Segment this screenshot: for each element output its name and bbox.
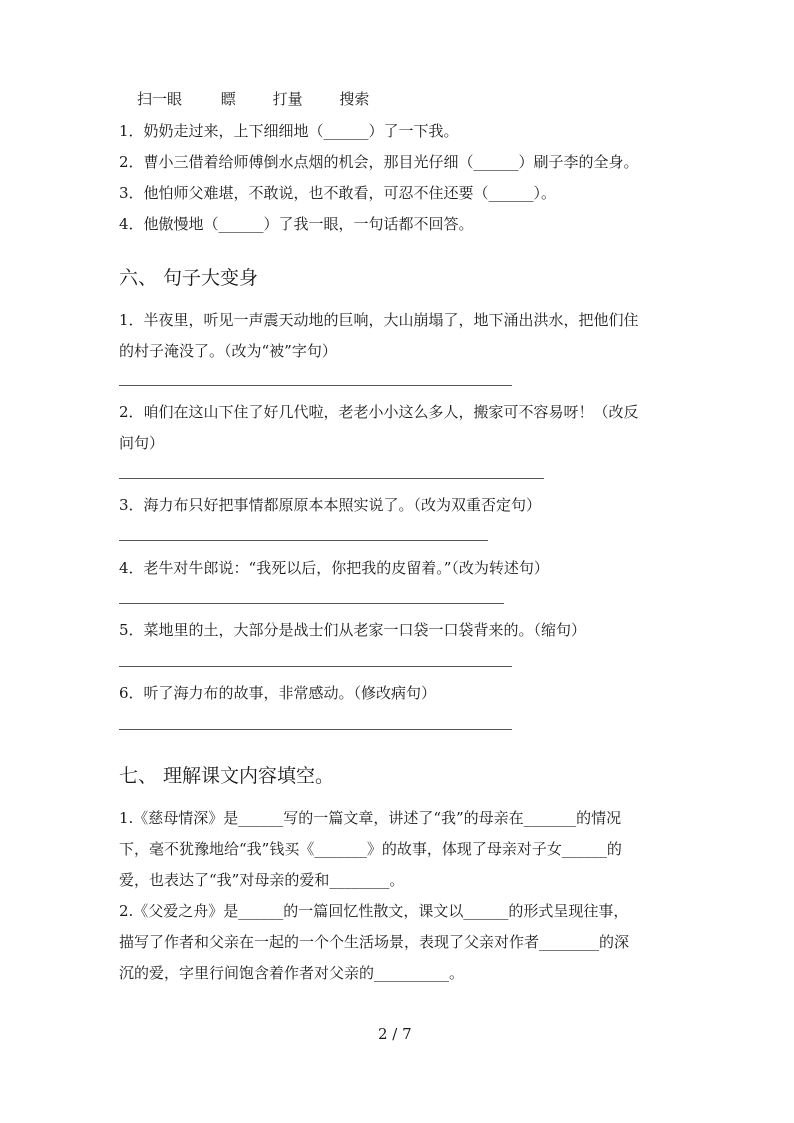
s6-q1-line1: 1．半夜里，听见一声震天动地的巨响，大山崩塌了，地下涌出洪水，把他们住 bbox=[119, 311, 639, 329]
fill-item-2: 2．曹小三借着给师傅倒水点烟的机会，那目光仔细（______）刷子李的全身。 bbox=[119, 153, 639, 171]
answer-line[interactable] bbox=[119, 666, 512, 667]
word-bank bbox=[137, 89, 369, 109]
s6-q4: 4．老牛对牛郎说：“我死以后，你把我的皮留着。”（改为转述句） bbox=[119, 559, 549, 577]
word-bank-item: 扫一眼 bbox=[137, 90, 183, 108]
answer-line[interactable] bbox=[119, 540, 488, 541]
word-bank-item: 打量 bbox=[272, 90, 303, 108]
word-bank-item: 瞟 bbox=[220, 90, 236, 108]
page-number: 2 / 7 bbox=[378, 1025, 412, 1043]
fill-item-4: 4．他傲慢地（______）了我一眼，一句话都不回答。 bbox=[119, 215, 474, 233]
section-7-title: 七、 理解课文内容填空。 bbox=[119, 765, 335, 787]
s6-q1-line2: 的村子淹没了。（改为“被”字句） bbox=[119, 342, 337, 360]
s7-q1-line2: 下，毫不犹豫地给“我”钱买《_______》的故事，体现了母亲对子女______的 bbox=[119, 840, 622, 858]
answer-line[interactable] bbox=[119, 385, 512, 386]
s6-q2-line2: 问句） bbox=[119, 434, 165, 452]
s6-q6: 6．听了海力布的故事，非常感动。（修改病句） bbox=[119, 684, 437, 702]
s6-q2-line1: 2．咱们在这山下住了好几代啦，老老小小这么多人，搬家可不容易呀！（改反 bbox=[119, 403, 639, 421]
s7-q1-line1: 1.《慈母情深》是______写的一篇文章，讲述了“我”的母亲在_______的情况 bbox=[119, 809, 622, 827]
s6-q5: 5．菜地里的土，大部分是战士们从老家一口袋一口袋背来的。（缩句） bbox=[119, 621, 587, 639]
s7-q1-line3: 爱，也表达了“我”对母亲的爱和________。 bbox=[119, 871, 405, 889]
s7-q2-line2: 描写了作者和父亲在一起的一个个生活场景，表现了父亲对作者________的深 bbox=[119, 933, 630, 951]
answer-line[interactable] bbox=[119, 603, 504, 604]
fill-item-1: 1．奶奶走过来，上下细细地（______）了一下我。 bbox=[119, 122, 459, 140]
s6-q3: 3．海力布只好把事情都原原本本照实说了。（改为双重否定句） bbox=[119, 496, 542, 514]
answer-line[interactable] bbox=[119, 729, 512, 730]
s7-q2-line1: 2.《父爱之舟》是______的一篇回忆性散文，课文以______的形式呈现往事， bbox=[119, 902, 629, 920]
s7-q2-line3: 沉的爱，字里行间饱含着作者对父亲的__________。 bbox=[119, 964, 465, 982]
fill-item-3: 3．他怕师父难堪，不敢说，也不敢看，可忍不住还要（______）。 bbox=[119, 184, 557, 202]
answer-line[interactable] bbox=[119, 478, 544, 479]
section-6-title: 六、 句子大变身 bbox=[119, 267, 259, 289]
word-bank-item: 搜索 bbox=[339, 90, 370, 108]
